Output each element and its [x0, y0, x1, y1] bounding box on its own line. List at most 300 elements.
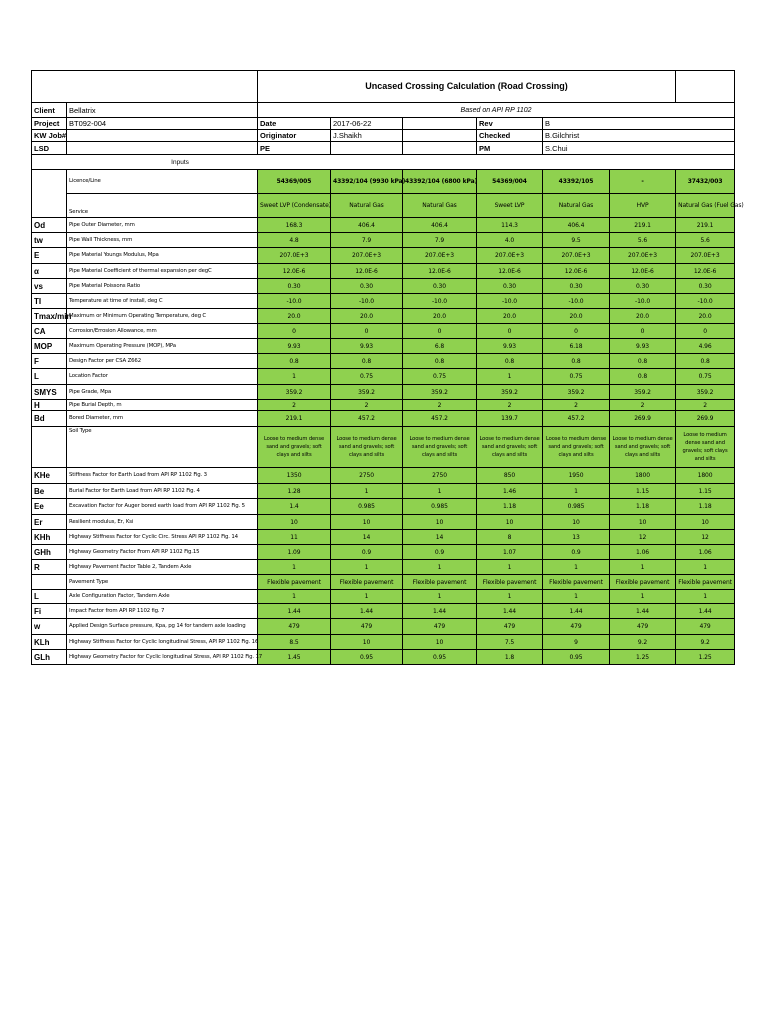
row-value: 1.8 — [477, 650, 543, 665]
row-description: Highway Geometry Factor for Cyclic longitudinal Stress, API RP 1102 Fig. 17 — [67, 650, 258, 665]
row-value: 20.0 — [676, 309, 735, 324]
row-value: 269.9 — [676, 411, 735, 427]
row-value: 1.44 — [477, 604, 543, 619]
row-value: 479 — [543, 619, 610, 635]
row-value: 359.2 — [610, 385, 676, 400]
row-value: 2750 — [403, 468, 477, 484]
soil-type-row — [32, 427, 735, 468]
row-value: 7.5 — [477, 635, 543, 650]
row-symbol: R — [32, 560, 67, 575]
row-value: 1 — [331, 560, 403, 575]
row-symbol: tw — [32, 233, 67, 248]
row-value: 1.45 — [258, 650, 331, 665]
kwjob-row — [32, 130, 735, 142]
row-value: 219.1 — [610, 218, 676, 233]
row-value: 0.75 — [331, 369, 403, 385]
row-value: 207.0E+3 — [258, 248, 331, 264]
row-value: 1 — [477, 590, 543, 604]
service-value: Natural Gas (Fuel Gas) — [676, 194, 735, 218]
row-description: Pipe Wall Thickness, mm — [67, 233, 258, 248]
row-value: 0.985 — [543, 499, 610, 515]
checked-value: B.Gilchrist — [543, 130, 735, 142]
row-description: Maximum Operating Pressure (MOP), MPa — [67, 339, 258, 354]
row-value: 1 — [403, 590, 477, 604]
row-value: 0.30 — [403, 279, 477, 294]
row-description: Pipe Burial Depth, m — [67, 400, 258, 411]
row-value: 10 — [543, 515, 610, 530]
row-value: 406.4 — [331, 218, 403, 233]
row-value: 139.7 — [477, 411, 543, 427]
pe-value — [331, 142, 403, 155]
row-value: 14 — [403, 530, 477, 545]
row-value: 359.2 — [543, 385, 610, 400]
project-value: BT092-004 — [67, 118, 258, 130]
row-value: 0.30 — [610, 279, 676, 294]
row-value: 207.0E+3 — [676, 248, 735, 264]
date-label: Date — [258, 118, 331, 130]
row-description: Pipe Material Poissons Ratio — [67, 279, 258, 294]
row-description: Highway Stiffness Factor for Cyclic longitudinal Stress, API RP 1102 Fig. 16 — [67, 635, 258, 650]
row-value: 0.8 — [610, 354, 676, 369]
row-value: 9.93 — [477, 339, 543, 354]
lsd-row — [32, 142, 735, 155]
row-value: 0.9 — [403, 545, 477, 560]
row-value: 1 — [610, 590, 676, 604]
sheet-subtitle: Based on API RP 1102 — [258, 103, 735, 118]
row-value: 0.9 — [331, 545, 403, 560]
row-value: 1 — [543, 484, 610, 499]
lsd-label: LSD — [32, 142, 67, 155]
row-value: 0.8 — [676, 354, 735, 369]
row-value: 12.0E-6 — [610, 264, 676, 279]
row-value: 9 — [543, 635, 610, 650]
row-value: 0.95 — [403, 650, 477, 665]
row-value: 1 — [676, 590, 735, 604]
originator-label: Originator — [258, 130, 331, 142]
row-value: -10.0 — [331, 294, 403, 309]
row-value: 479 — [403, 619, 477, 635]
row-value: 12.0E-6 — [543, 264, 610, 279]
row-value: 1 — [331, 590, 403, 604]
pm-label: PM — [477, 142, 543, 155]
row-value: 2 — [610, 400, 676, 411]
row-value: 9.93 — [610, 339, 676, 354]
row-symbol: Bd — [32, 411, 67, 427]
row-symbol: E — [32, 248, 67, 264]
row-value: 0.8 — [543, 354, 610, 369]
row-value: 8.5 — [258, 635, 331, 650]
kwjob-value — [67, 130, 258, 142]
row-value: 0.30 — [331, 279, 403, 294]
row-symbol: Od — [32, 218, 67, 233]
data-row — [32, 248, 735, 264]
client-value: Bellatrix — [67, 103, 258, 118]
calculation-sheet — [31, 70, 744, 665]
row-description: Corrosion/Errosion Allowance, mm — [67, 324, 258, 339]
row-symbol: KHh — [32, 530, 67, 545]
row-value: -10.0 — [258, 294, 331, 309]
row-value: 20.0 — [258, 309, 331, 324]
data-row — [32, 369, 735, 385]
row-value: 0.95 — [331, 650, 403, 665]
row-value: 12 — [676, 530, 735, 545]
row-value: 2 — [331, 400, 403, 411]
row-value: 1.15 — [676, 484, 735, 499]
row-symbol: F — [32, 354, 67, 369]
data-row — [32, 294, 735, 309]
row-value: Flexible pavement — [331, 575, 403, 590]
row-value: 1.07 — [477, 545, 543, 560]
row-value: 0 — [258, 324, 331, 339]
licence-value: 54369/004 — [477, 170, 543, 194]
inputs-label: Inputs — [171, 158, 189, 166]
row-value: 168.3 — [258, 218, 331, 233]
row-value: -10.0 — [610, 294, 676, 309]
licence-value: 37432/003 — [676, 170, 735, 194]
row-value: 0.95 — [543, 650, 610, 665]
row-value: 2 — [403, 400, 477, 411]
data-row — [32, 264, 735, 279]
row-symbol: Be — [32, 484, 67, 499]
title-row — [32, 71, 735, 103]
data-row — [32, 619, 735, 635]
row-value: 1 — [258, 560, 331, 575]
data-row — [32, 484, 735, 499]
row-value: 1.46 — [477, 484, 543, 499]
row-value: 7.9 — [403, 233, 477, 248]
row-value: 12.0E-6 — [258, 264, 331, 279]
row-description: Stiffness Factor for Earth Load from API RP 1102 Fig. 3 — [67, 468, 258, 484]
row-symbol: MOP — [32, 339, 67, 354]
row-value: 0 — [477, 324, 543, 339]
row-value: 479 — [610, 619, 676, 635]
data-row — [32, 560, 735, 575]
row-symbol — [32, 575, 67, 590]
soil-type-value: Loose to medium dense sand and gravels; soft clays and silts — [331, 427, 403, 468]
row-description: Highway Geometry Factor From API RP 1102 Fig.15 — [67, 545, 258, 560]
row-value: 8 — [477, 530, 543, 545]
row-value: 1.44 — [543, 604, 610, 619]
row-symbol: L — [32, 369, 67, 385]
row-value: 457.2 — [403, 411, 477, 427]
row-value: 10 — [676, 515, 735, 530]
row-description: Temperature at time of install, deg C — [67, 294, 258, 309]
row-value: 1.28 — [258, 484, 331, 499]
row-description: Maximum or Minimum Operating Temperature, deg C — [67, 309, 258, 324]
soil-type-value: Loose to medium dense sand and gravels; soft clays and silts — [610, 427, 676, 468]
row-value: 1.44 — [258, 604, 331, 619]
row-value: 1.25 — [610, 650, 676, 665]
row-value: 219.1 — [258, 411, 331, 427]
title-blank — [32, 71, 258, 103]
row-description: Pipe Material Coefficient of thermal expansion per degC — [67, 264, 258, 279]
row-value: 1 — [477, 560, 543, 575]
row-value: Flexible pavement — [543, 575, 610, 590]
data-row — [32, 233, 735, 248]
row-description: Bored Diameter, mm — [67, 411, 258, 427]
row-value: 1 — [403, 560, 477, 575]
row-value: 1.44 — [610, 604, 676, 619]
row-value: Flexible pavement — [610, 575, 676, 590]
row-value: Flexible pavement — [676, 575, 735, 590]
row-description: Highway Stiffness Factor for Cyclic Circ. Stress API RP 1102 Fig. 14 — [67, 530, 258, 545]
row-symbol: L — [32, 590, 67, 604]
row-description: Pipe Material Youngs Modulus, Mpa — [67, 248, 258, 264]
row-value: 1800 — [676, 468, 735, 484]
data-row — [32, 650, 735, 665]
rev-value: B — [543, 118, 735, 130]
row-value: 0.75 — [676, 369, 735, 385]
row-value: 20.0 — [543, 309, 610, 324]
row-value: 12.0E-6 — [477, 264, 543, 279]
row-value: 114.3 — [477, 218, 543, 233]
row-symbol: TI — [32, 294, 67, 309]
row-value: 1 — [676, 560, 735, 575]
row-value: 0.30 — [258, 279, 331, 294]
soil-type-value: Loose to medium dense sand and gravels; soft clays and silts — [676, 427, 735, 468]
project-row — [32, 118, 735, 130]
licence-value: 43392/104 (6800 kPa) — [403, 170, 477, 194]
row-value: 269.9 — [610, 411, 676, 427]
row-value: 10 — [258, 515, 331, 530]
row-value: 0.75 — [403, 369, 477, 385]
row-value: 1 — [403, 484, 477, 499]
row-symbol: α — [32, 264, 67, 279]
row-symbol: w — [32, 619, 67, 635]
service-label: Service — [67, 194, 258, 218]
checked-label: Checked — [477, 130, 543, 142]
sheet-title: Uncased Crossing Calculation (Road Crossing) — [258, 71, 676, 103]
row-value: 0 — [610, 324, 676, 339]
row-value: 6.8 — [403, 339, 477, 354]
row-value: 9.2 — [676, 635, 735, 650]
licence-value: - — [610, 170, 676, 194]
row-value: 20.0 — [477, 309, 543, 324]
licence-row — [32, 170, 735, 194]
data-row — [32, 604, 735, 619]
inputs-heading — [32, 155, 735, 170]
data-row — [32, 324, 735, 339]
lsd-value — [67, 142, 258, 155]
service-value: Natural Gas — [403, 194, 477, 218]
row-value: 1 — [543, 560, 610, 575]
row-description: Pavement Type — [67, 575, 258, 590]
originator-value: J.Shaikh — [331, 130, 403, 142]
service-value: HVP — [610, 194, 676, 218]
row-value: 10 — [331, 635, 403, 650]
row-value: 0.8 — [477, 354, 543, 369]
data-row — [32, 279, 735, 294]
data-row — [32, 400, 735, 411]
client-row — [32, 103, 735, 118]
row-value: 0 — [403, 324, 477, 339]
row-value: 0.75 — [543, 369, 610, 385]
data-row — [32, 635, 735, 650]
row-value: 1 — [331, 484, 403, 499]
kwjob-label: KW Job# — [32, 130, 67, 142]
row-value: 0.30 — [543, 279, 610, 294]
row-value: 9.2 — [610, 635, 676, 650]
row-value: -10.0 — [477, 294, 543, 309]
row-value: 20.0 — [610, 309, 676, 324]
service-value: Natural Gas — [543, 194, 610, 218]
row-value: 10 — [403, 635, 477, 650]
row-value: 1 — [610, 560, 676, 575]
row-description: Pipe Grade, Mpa — [67, 385, 258, 400]
row-value: 0.8 — [331, 354, 403, 369]
row-value: 1.44 — [331, 604, 403, 619]
row-value: 207.0E+3 — [477, 248, 543, 264]
row-value: 1.25 — [676, 650, 735, 665]
data-row — [32, 218, 735, 233]
data-row — [32, 411, 735, 427]
row-value: 850 — [477, 468, 543, 484]
row-value: 10 — [610, 515, 676, 530]
licence-label: Licence/Line — [67, 170, 258, 194]
title-corner — [676, 71, 735, 103]
row-value: 1.18 — [477, 499, 543, 515]
row-value: -10.0 — [543, 294, 610, 309]
pm-value: S.Chui — [543, 142, 735, 155]
project-label: Project — [32, 118, 67, 130]
soil-type-label: Soil Type — [67, 427, 258, 468]
row-value: 2 — [477, 400, 543, 411]
row-value: 0.8 — [258, 354, 331, 369]
row-value: 1 — [258, 369, 331, 385]
row-value: 219.1 — [676, 218, 735, 233]
row-value: 6.18 — [543, 339, 610, 354]
row-value: 4.8 — [258, 233, 331, 248]
row-value: 10 — [403, 515, 477, 530]
row-value: 1.44 — [676, 604, 735, 619]
row-value: 13 — [543, 530, 610, 545]
data-row — [32, 499, 735, 515]
row-value: -10.0 — [403, 294, 477, 309]
soil-symbol — [32, 427, 67, 468]
row-value: 0.8 — [403, 354, 477, 369]
service-value: Natural Gas — [331, 194, 403, 218]
row-value: 0.30 — [477, 279, 543, 294]
row-value: 11 — [258, 530, 331, 545]
service-value: Sweet LVP — [477, 194, 543, 218]
row-symbol: CA — [32, 324, 67, 339]
inputs-row — [32, 155, 735, 170]
row-value: 0.30 — [676, 279, 735, 294]
row-value: 20.0 — [331, 309, 403, 324]
blank-cell — [403, 118, 477, 130]
row-value: 7.9 — [331, 233, 403, 248]
row-value: Flexible pavement — [477, 575, 543, 590]
row-description: Highway Pavement Factor Table 2, Tandem Axle — [67, 560, 258, 575]
row-symbol: H — [32, 400, 67, 411]
data-row — [32, 590, 735, 604]
row-value: 1.06 — [610, 545, 676, 560]
row-value: 1950 — [543, 468, 610, 484]
row-value: 9.93 — [258, 339, 331, 354]
data-row — [32, 575, 735, 590]
row-value: 2750 — [331, 468, 403, 484]
row-value: 1.18 — [610, 499, 676, 515]
data-row — [32, 468, 735, 484]
row-value: 479 — [258, 619, 331, 635]
row-value: 2 — [543, 400, 610, 411]
row-value: 9.93 — [331, 339, 403, 354]
data-row — [32, 354, 735, 369]
row-symbol: GLh — [32, 650, 67, 665]
data-row — [32, 545, 735, 560]
licence-sym — [32, 170, 67, 218]
row-value: 207.0E+3 — [403, 248, 477, 264]
row-value: 10 — [331, 515, 403, 530]
data-row — [32, 339, 735, 354]
blank-cell — [403, 130, 477, 142]
row-value: 479 — [676, 619, 735, 635]
row-value: 1350 — [258, 468, 331, 484]
licence-value: 43392/105 — [543, 170, 610, 194]
row-value: 479 — [477, 619, 543, 635]
licence-value: 43392/104 (9930 kPa) — [331, 170, 403, 194]
row-value: 457.2 — [331, 411, 403, 427]
row-value: 359.2 — [477, 385, 543, 400]
row-symbol: Er — [32, 515, 67, 530]
data-row — [32, 309, 735, 324]
row-value: 1.44 — [403, 604, 477, 619]
row-value: 2 — [676, 400, 735, 411]
row-symbol: Fi — [32, 604, 67, 619]
row-value: 1.15 — [610, 484, 676, 499]
row-symbol: SMYS — [32, 385, 67, 400]
row-value: 406.4 — [543, 218, 610, 233]
row-value: 4.0 — [477, 233, 543, 248]
row-value: 207.0E+3 — [543, 248, 610, 264]
row-value: 14 — [331, 530, 403, 545]
row-value: 12.0E-6 — [676, 264, 735, 279]
row-value: 0 — [543, 324, 610, 339]
row-value: 1 — [477, 369, 543, 385]
row-value: 207.0E+3 — [610, 248, 676, 264]
row-value: 0 — [331, 324, 403, 339]
calculation-table — [31, 70, 744, 665]
blank-cell — [403, 142, 477, 155]
row-value: 0.9 — [543, 545, 610, 560]
row-description: Resilient modulus, Er, Ksi — [67, 515, 258, 530]
row-value: 2 — [258, 400, 331, 411]
row-value: 5.6 — [676, 233, 735, 248]
date-value: 2017-06-22 — [331, 118, 403, 130]
row-description: Applied Design Surface pressure, Kpa, pg 14 for tandem axle loading — [67, 619, 258, 635]
soil-type-value: Loose to medium dense sand and gravels; soft clays and silts — [543, 427, 610, 468]
row-symbol: KLh — [32, 635, 67, 650]
soil-type-value: Loose to medium dense sand and gravels; soft clays and silts — [403, 427, 477, 468]
row-symbol: KHe — [32, 468, 67, 484]
row-value: 9.5 — [543, 233, 610, 248]
pe-label: PE — [258, 142, 331, 155]
row-value: 1 — [258, 590, 331, 604]
row-description: Location Factor — [67, 369, 258, 385]
row-description: Burial Factor for Earth Load from API RP 1102 Fig. 4 — [67, 484, 258, 499]
row-symbol: Tmax/min — [32, 309, 67, 324]
row-description: Design Factor per CSA Z662 — [67, 354, 258, 369]
row-value: 0.8 — [610, 369, 676, 385]
row-symbol: Ee — [32, 499, 67, 515]
rev-label: Rev — [477, 118, 543, 130]
row-value: 0.985 — [331, 499, 403, 515]
row-value: 406.4 — [403, 218, 477, 233]
row-value: 10 — [477, 515, 543, 530]
row-value: 359.2 — [331, 385, 403, 400]
data-row — [32, 530, 735, 545]
row-value: 1800 — [610, 468, 676, 484]
